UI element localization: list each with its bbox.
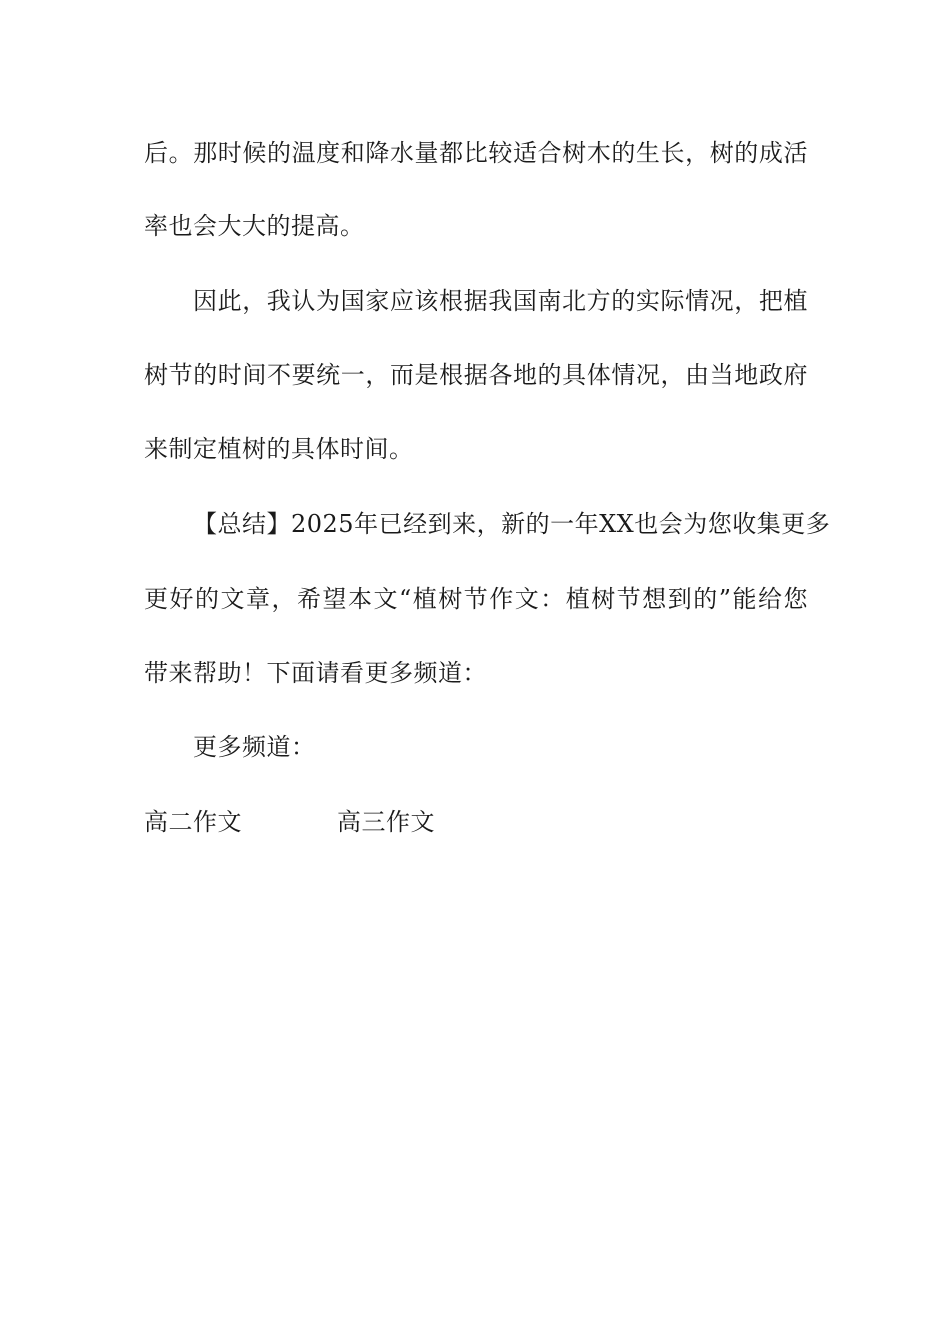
summary-text-line: 更好的文章，希望本文“植树节作文：植树节想到的”能给您 bbox=[144, 585, 808, 613]
channel-link-gao-san[interactable]: 高三作文 bbox=[337, 808, 435, 836]
more-channels-label: 更多频道： bbox=[193, 733, 316, 761]
paragraph-text-line: 因此，我认为国家应该根据我国南北方的实际情况，把植 bbox=[193, 287, 808, 315]
paragraph-text-line: 率也会大大的提高。 bbox=[144, 212, 365, 240]
paragraph-text-line: 树节的时间不要统一，而是根据各地的具体情况，由当地政府 bbox=[144, 361, 808, 389]
paragraph-text-line: 后。那时候的温度和降水量都比较适合树木的生长，树的成活 bbox=[144, 139, 808, 167]
channel-link-gao-er[interactable]: 高二作文 bbox=[144, 808, 242, 836]
paragraph-text-line: 来制定植树的具体时间。 bbox=[144, 435, 414, 463]
summary-text-line: 带来帮助！下面请看更多频道： bbox=[144, 659, 487, 687]
summary-text-line: 【总结】2025年已经到来，新的一年XX也会为您收集更多 bbox=[193, 510, 831, 538]
